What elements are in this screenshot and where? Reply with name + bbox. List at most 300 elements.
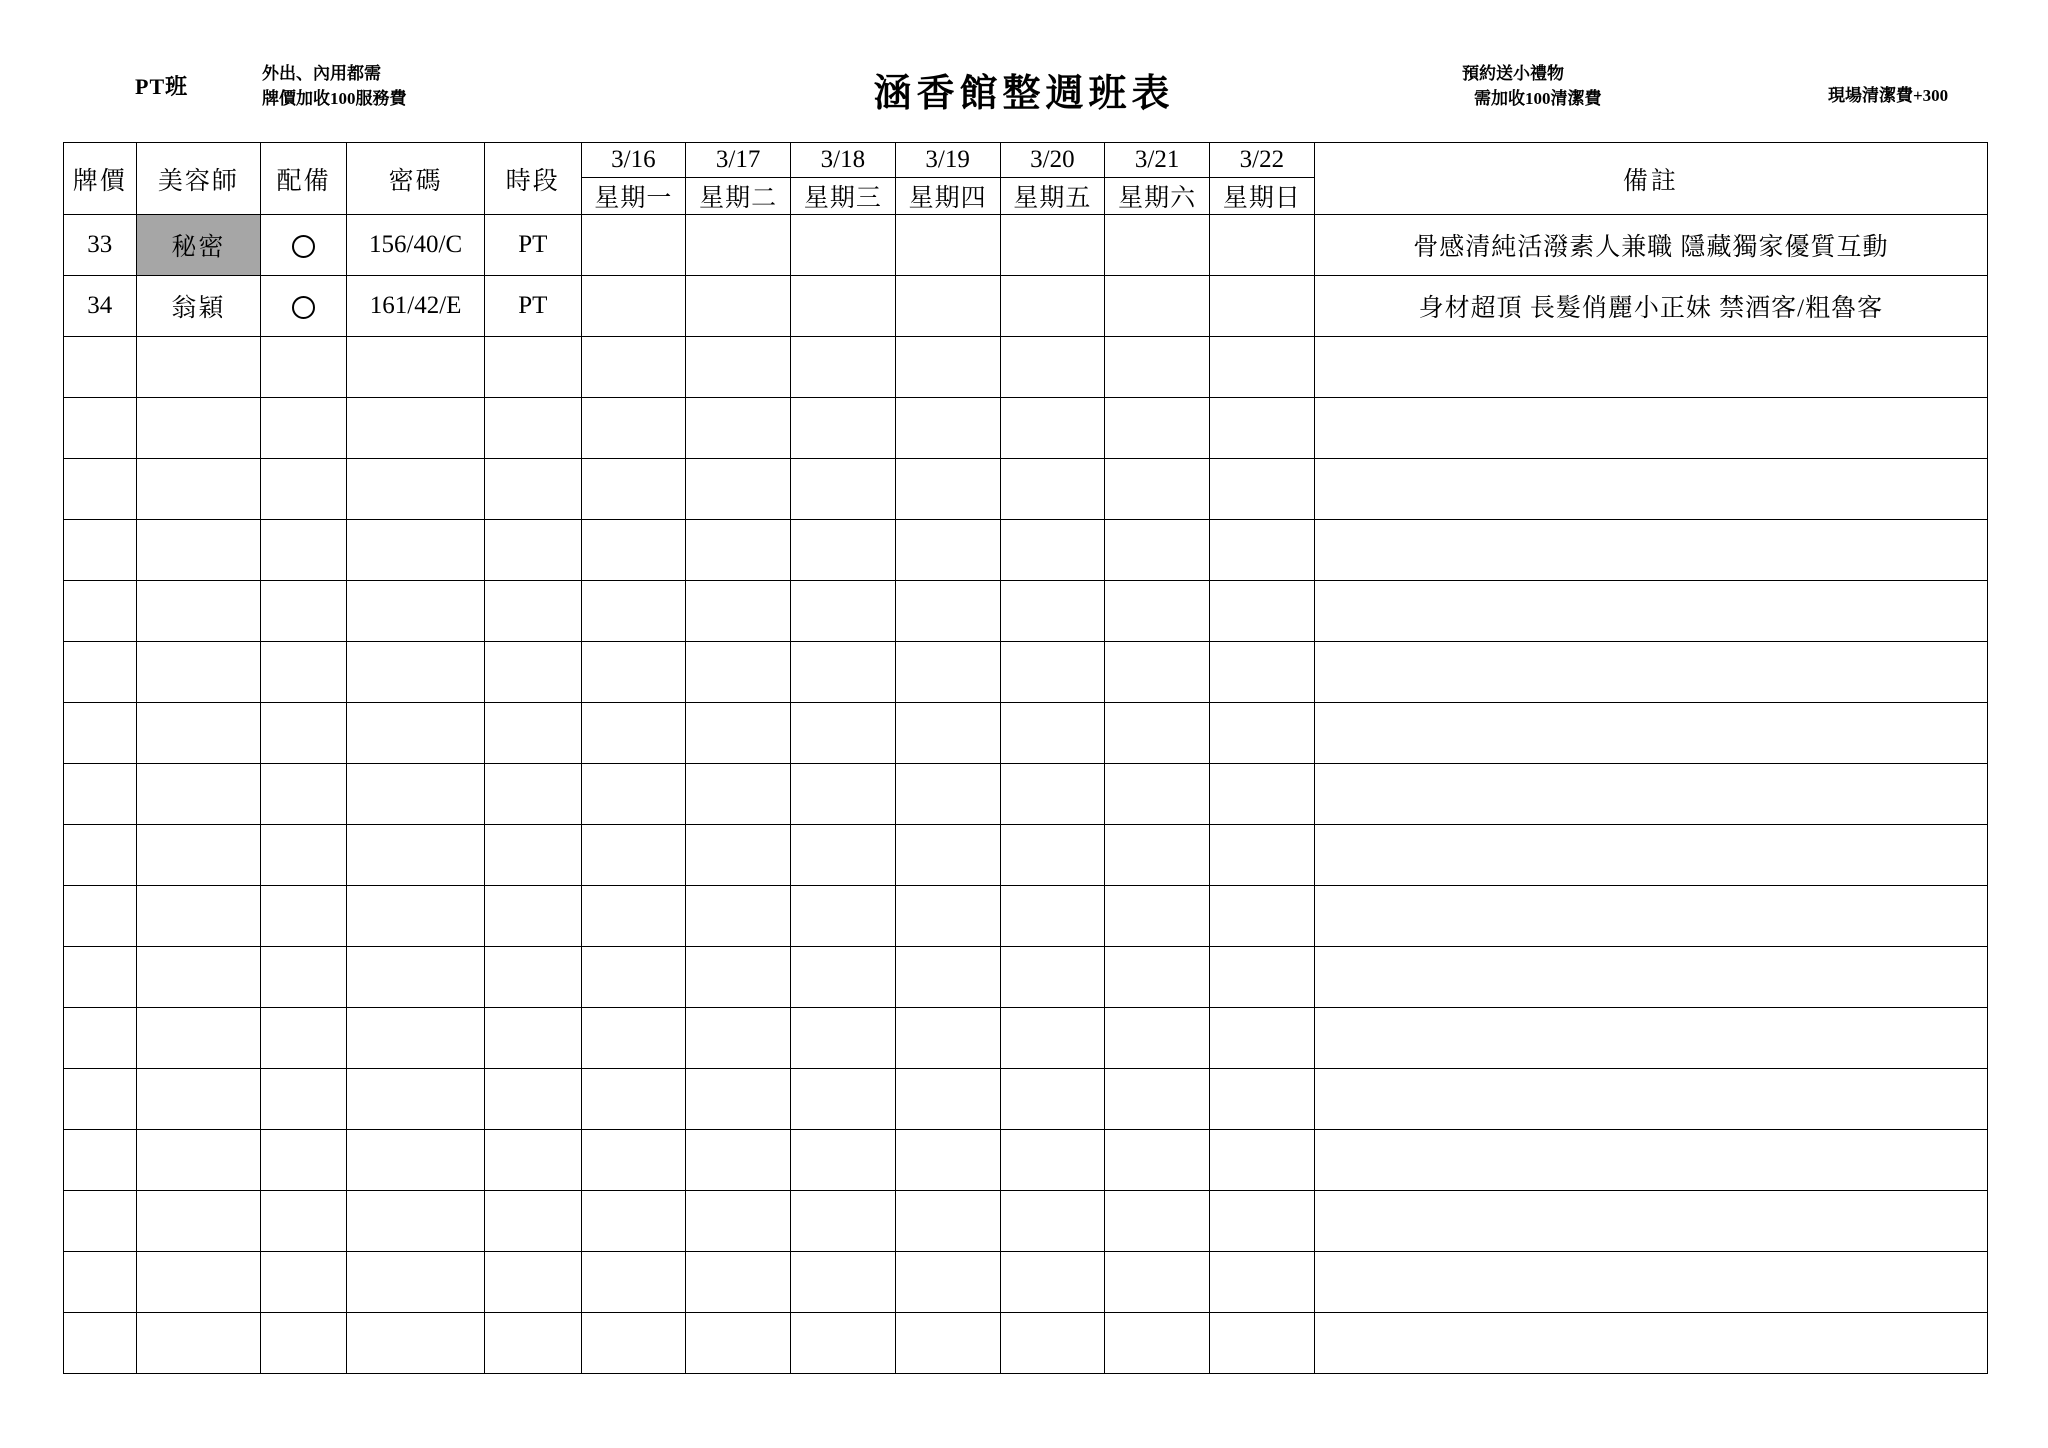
cell-artist[interactable]	[136, 1313, 260, 1374]
cell-price[interactable]	[64, 581, 137, 642]
cell-artist[interactable]	[136, 337, 260, 398]
cell-note[interactable]	[1314, 459, 1987, 520]
cell-price[interactable]	[64, 764, 137, 825]
cell-day-4[interactable]	[1000, 886, 1105, 947]
cell-code[interactable]	[347, 642, 485, 703]
col-header-weekday-6: 星期日	[1210, 178, 1315, 215]
cell-note[interactable]	[1314, 764, 1987, 825]
cell-code[interactable]	[347, 1069, 485, 1130]
cell-day-0[interactable]	[581, 1130, 686, 1191]
cell-note[interactable]	[1314, 947, 1987, 1008]
cell-slot[interactable]	[485, 1252, 581, 1313]
table-row	[64, 459, 1988, 520]
cell-price[interactable]	[64, 1008, 137, 1069]
cell-day-6[interactable]	[1210, 1252, 1315, 1313]
cell-artist[interactable]	[136, 459, 260, 520]
cell-equipment	[261, 276, 347, 337]
table-header-row-dates	[64, 143, 1988, 178]
cell-day-3[interactable]	[895, 1252, 1000, 1313]
cell-code[interactable]	[347, 1313, 485, 1374]
col-header-date-5: 3/21	[1105, 143, 1210, 178]
cell-day-0[interactable]	[581, 825, 686, 886]
circle-icon	[292, 296, 315, 319]
cell-price[interactable]	[64, 703, 137, 764]
cell-equipment[interactable]	[261, 947, 347, 1008]
cell-artist[interactable]	[136, 1252, 260, 1313]
col-header-date-3: 3/19	[895, 143, 1000, 178]
cell-price[interactable]	[64, 1130, 137, 1191]
header-right-note-line1: 預約送小禮物	[1462, 64, 1564, 83]
cell-day-2[interactable]	[791, 642, 896, 703]
cell-day-4[interactable]	[1000, 520, 1105, 581]
cell-day-3[interactable]	[895, 642, 1000, 703]
cell-day-1[interactable]	[686, 764, 791, 825]
cell-price[interactable]	[64, 1313, 137, 1374]
cell-equipment[interactable]	[261, 1008, 347, 1069]
table-row	[64, 520, 1988, 581]
cell-day-1[interactable]	[686, 520, 791, 581]
cell-day-3[interactable]	[895, 1313, 1000, 1374]
cell-code[interactable]	[347, 764, 485, 825]
col-header-weekday-0: 星期一	[581, 178, 686, 215]
cell-equipment[interactable]	[261, 1069, 347, 1130]
cell-slot[interactable]	[485, 825, 581, 886]
cell-slot[interactable]	[485, 642, 581, 703]
cell-day-3[interactable]	[895, 398, 1000, 459]
col-header-date-6: 3/22	[1210, 143, 1315, 178]
cell-day-5[interactable]	[1105, 764, 1210, 825]
cell-day-3[interactable]	[895, 886, 1000, 947]
table-row	[64, 947, 1988, 1008]
cell-day-4[interactable]	[1000, 581, 1105, 642]
cell-slot: PT	[485, 276, 581, 337]
document-header	[0, 0, 2048, 115]
header-right-note-line2: 需加收100清潔費	[1474, 88, 1602, 108]
cell-day-4[interactable]	[1000, 1130, 1105, 1191]
cell-day-2[interactable]	[791, 337, 896, 398]
table-row	[64, 1130, 1988, 1191]
cell-note[interactable]	[1314, 1130, 1987, 1191]
cell-day-3[interactable]	[895, 1008, 1000, 1069]
cell-note[interactable]	[1314, 1069, 1987, 1130]
cell-day-1[interactable]	[686, 1008, 791, 1069]
cell-day-2[interactable]	[791, 1069, 896, 1130]
cell-day-4[interactable]	[1000, 1313, 1105, 1374]
cell-day-3[interactable]	[895, 825, 1000, 886]
cell-day-2[interactable]	[791, 215, 896, 276]
col-header-equipment: 配備	[261, 143, 347, 215]
cell-day-2[interactable]	[791, 764, 896, 825]
circle-icon	[292, 235, 315, 258]
header-shift-tag: PT班	[135, 74, 189, 99]
cell-day-1[interactable]	[686, 1130, 791, 1191]
cell-code[interactable]	[347, 398, 485, 459]
cell-price[interactable]	[64, 947, 137, 1008]
cell-slot[interactable]	[485, 1130, 581, 1191]
cell-day-6[interactable]	[1210, 1130, 1315, 1191]
cell-day-6[interactable]	[1210, 215, 1315, 276]
cell-equipment[interactable]	[261, 703, 347, 764]
cell-note: 骨感清純活潑素人兼職 隱藏獨家優質互動	[1314, 215, 1987, 276]
cell-code[interactable]	[347, 337, 485, 398]
cell-equipment[interactable]	[261, 398, 347, 459]
cell-day-2[interactable]	[791, 398, 896, 459]
table-row	[64, 886, 1988, 947]
cell-day-1[interactable]	[686, 581, 791, 642]
col-header-date-4: 3/20	[1000, 143, 1105, 178]
cell-price[interactable]	[64, 337, 137, 398]
cell-day-0[interactable]	[581, 276, 686, 337]
cell-day-1[interactable]	[686, 276, 791, 337]
cell-day-3[interactable]	[895, 581, 1000, 642]
cell-day-0[interactable]	[581, 581, 686, 642]
cell-day-5[interactable]	[1105, 1008, 1210, 1069]
cell-day-3[interactable]	[895, 459, 1000, 520]
col-header-date-2: 3/18	[791, 143, 896, 178]
cell-day-4[interactable]	[1000, 825, 1105, 886]
cell-day-3[interactable]	[895, 337, 1000, 398]
cell-day-0[interactable]	[581, 1252, 686, 1313]
cell-artist[interactable]	[136, 642, 260, 703]
cell-day-6[interactable]	[1210, 337, 1315, 398]
cell-artist[interactable]	[136, 581, 260, 642]
cell-artist[interactable]	[136, 1191, 260, 1252]
cell-day-5[interactable]	[1105, 642, 1210, 703]
cell-equipment	[261, 215, 347, 276]
cell-day-0[interactable]	[581, 459, 686, 520]
cell-artist[interactable]	[136, 886, 260, 947]
cell-code[interactable]	[347, 703, 485, 764]
cell-price[interactable]	[64, 886, 137, 947]
cell-day-1[interactable]	[686, 825, 791, 886]
cell-day-5[interactable]	[1105, 276, 1210, 337]
cell-price[interactable]	[64, 459, 137, 520]
cell-day-2[interactable]	[791, 703, 896, 764]
cell-day-5[interactable]	[1105, 215, 1210, 276]
cell-day-1[interactable]	[686, 398, 791, 459]
cell-slot[interactable]	[485, 520, 581, 581]
cell-day-6[interactable]	[1210, 947, 1315, 1008]
cell-day-2[interactable]	[791, 1130, 896, 1191]
cell-note[interactable]	[1314, 1313, 1987, 1374]
cell-equipment[interactable]	[261, 459, 347, 520]
cell-equipment[interactable]	[261, 825, 347, 886]
cell-day-5[interactable]	[1105, 825, 1210, 886]
schedule-table-wrapper	[63, 142, 1988, 1374]
cell-artist[interactable]	[136, 1130, 260, 1191]
cell-day-3[interactable]	[895, 215, 1000, 276]
cell-day-5[interactable]	[1105, 886, 1210, 947]
table-row	[64, 337, 1988, 398]
cell-day-4[interactable]	[1000, 703, 1105, 764]
table-row	[64, 764, 1988, 825]
cell-code: 156/40/C	[347, 215, 485, 276]
cell-day-1[interactable]	[686, 703, 791, 764]
cell-day-5[interactable]	[1105, 1191, 1210, 1252]
col-header-slot: 時段	[485, 143, 581, 215]
cell-day-4[interactable]	[1000, 1008, 1105, 1069]
cell-day-2[interactable]	[791, 886, 896, 947]
cell-day-5[interactable]	[1105, 581, 1210, 642]
table-row	[64, 1313, 1988, 1374]
cell-price[interactable]	[64, 398, 137, 459]
cell-note[interactable]	[1314, 825, 1987, 886]
cell-day-6[interactable]	[1210, 703, 1315, 764]
cell-day-0[interactable]	[581, 1008, 686, 1069]
cell-day-6[interactable]	[1210, 886, 1315, 947]
cell-day-3[interactable]	[895, 276, 1000, 337]
cell-day-1[interactable]	[686, 1191, 791, 1252]
table-row	[64, 1008, 1988, 1069]
cell-day-2[interactable]	[791, 520, 896, 581]
cell-code[interactable]	[347, 581, 485, 642]
table-row	[64, 215, 1988, 276]
cell-day-0[interactable]	[581, 520, 686, 581]
cell-day-4[interactable]	[1000, 398, 1105, 459]
cell-slot: PT	[485, 215, 581, 276]
cell-day-4[interactable]	[1000, 1069, 1105, 1130]
cell-day-0[interactable]	[581, 764, 686, 825]
cell-day-1[interactable]	[686, 886, 791, 947]
cell-code[interactable]	[347, 1191, 485, 1252]
cell-note[interactable]	[1314, 1252, 1987, 1313]
cell-price[interactable]	[64, 520, 137, 581]
cell-note[interactable]	[1314, 886, 1987, 947]
cell-day-5[interactable]	[1105, 337, 1210, 398]
cell-code[interactable]	[347, 459, 485, 520]
cell-equipment[interactable]	[261, 1252, 347, 1313]
cell-equipment[interactable]	[261, 581, 347, 642]
cell-code[interactable]	[347, 1130, 485, 1191]
cell-code[interactable]	[347, 1252, 485, 1313]
cell-day-2[interactable]	[791, 1191, 896, 1252]
cell-slot[interactable]	[485, 459, 581, 520]
cell-equipment[interactable]	[261, 1130, 347, 1191]
cell-day-6[interactable]	[1210, 764, 1315, 825]
cell-day-6[interactable]	[1210, 642, 1315, 703]
cell-note[interactable]	[1314, 581, 1987, 642]
cell-day-1[interactable]	[686, 337, 791, 398]
cell-price[interactable]	[64, 1191, 137, 1252]
cell-day-1[interactable]	[686, 215, 791, 276]
cell-day-5[interactable]	[1105, 1313, 1210, 1374]
cell-artist[interactable]	[136, 703, 260, 764]
cell-artist[interactable]	[136, 764, 260, 825]
cell-artist[interactable]	[136, 825, 260, 886]
cell-day-4[interactable]	[1000, 459, 1105, 520]
cell-slot[interactable]	[485, 337, 581, 398]
cell-day-4[interactable]	[1000, 276, 1105, 337]
cell-note[interactable]	[1314, 337, 1987, 398]
cell-day-6[interactable]	[1210, 520, 1315, 581]
cell-day-3[interactable]	[895, 764, 1000, 825]
cell-note[interactable]	[1314, 703, 1987, 764]
cell-slot[interactable]	[485, 764, 581, 825]
cell-price[interactable]	[64, 1252, 137, 1313]
cell-slot[interactable]	[485, 581, 581, 642]
cell-day-2[interactable]	[791, 1008, 896, 1069]
cell-day-0[interactable]	[581, 703, 686, 764]
header-right-note	[1462, 62, 1602, 111]
cell-equipment[interactable]	[261, 1313, 347, 1374]
cell-day-4[interactable]	[1000, 947, 1105, 1008]
table-row	[64, 1069, 1988, 1130]
cell-note[interactable]	[1314, 398, 1987, 459]
cell-day-1[interactable]	[686, 642, 791, 703]
cell-day-0[interactable]	[581, 337, 686, 398]
cell-price[interactable]	[64, 1069, 137, 1130]
cell-equipment[interactable]	[261, 337, 347, 398]
cell-day-5[interactable]	[1105, 459, 1210, 520]
cell-day-6[interactable]	[1210, 1191, 1315, 1252]
cell-day-6[interactable]	[1210, 1313, 1315, 1374]
cell-note[interactable]	[1314, 520, 1987, 581]
cell-day-0[interactable]	[581, 1069, 686, 1130]
cell-day-6[interactable]	[1210, 276, 1315, 337]
table-body	[64, 215, 1988, 1374]
cell-day-4[interactable]	[1000, 1252, 1105, 1313]
cell-note[interactable]	[1314, 642, 1987, 703]
cell-equipment[interactable]	[261, 520, 347, 581]
cell-day-0[interactable]	[581, 886, 686, 947]
col-header-weekday-2: 星期三	[791, 178, 896, 215]
cell-price: 33	[64, 215, 137, 276]
cell-note[interactable]	[1314, 1191, 1987, 1252]
cell-day-2[interactable]	[791, 459, 896, 520]
cell-day-6[interactable]	[1210, 1069, 1315, 1130]
col-header-weekday-3: 星期四	[895, 178, 1000, 215]
cell-day-5[interactable]	[1105, 947, 1210, 1008]
cell-equipment[interactable]	[261, 642, 347, 703]
cell-day-6[interactable]	[1210, 459, 1315, 520]
cell-day-6[interactable]	[1210, 581, 1315, 642]
col-header-artist: 美容師	[136, 143, 260, 215]
cell-code: 161/42/E	[347, 276, 485, 337]
cell-equipment[interactable]	[261, 1191, 347, 1252]
cell-artist[interactable]	[136, 1069, 260, 1130]
cell-day-1[interactable]	[686, 1069, 791, 1130]
cell-day-3[interactable]	[895, 703, 1000, 764]
cell-day-2[interactable]	[791, 1252, 896, 1313]
cell-code[interactable]	[347, 1008, 485, 1069]
table-row	[64, 398, 1988, 459]
cell-day-1[interactable]	[686, 1313, 791, 1374]
col-header-date-0: 3/16	[581, 143, 686, 178]
cell-day-0[interactable]	[581, 642, 686, 703]
table-row	[64, 581, 1988, 642]
cell-day-1[interactable]	[686, 1252, 791, 1313]
cell-day-5[interactable]	[1105, 1069, 1210, 1130]
cell-note: 身材超頂 長髮俏麗小正妹 禁酒客/粗魯客	[1314, 276, 1987, 337]
cell-slot[interactable]	[485, 1313, 581, 1374]
cell-slot[interactable]	[485, 703, 581, 764]
cell-day-0[interactable]	[581, 1191, 686, 1252]
col-header-weekday-4: 星期五	[1000, 178, 1105, 215]
cell-price[interactable]	[64, 825, 137, 886]
cell-day-2[interactable]	[791, 947, 896, 1008]
cell-code[interactable]	[347, 886, 485, 947]
cell-day-4[interactable]	[1000, 764, 1105, 825]
header-left-note-line2: 牌價加收100服務費	[262, 88, 407, 108]
cell-slot[interactable]	[485, 1191, 581, 1252]
cell-equipment[interactable]	[261, 886, 347, 947]
cell-artist[interactable]	[136, 520, 260, 581]
cell-artist[interactable]	[136, 947, 260, 1008]
table-row	[64, 1252, 1988, 1313]
cell-day-0[interactable]	[581, 1313, 686, 1374]
cell-day-6[interactable]	[1210, 1008, 1315, 1069]
cell-slot[interactable]	[485, 1069, 581, 1130]
table-row	[64, 642, 1988, 703]
cell-day-5[interactable]	[1105, 703, 1210, 764]
cell-slot[interactable]	[485, 398, 581, 459]
cell-slot[interactable]	[485, 1008, 581, 1069]
cell-day-3[interactable]	[895, 1069, 1000, 1130]
cell-day-4[interactable]	[1000, 1191, 1105, 1252]
cell-code[interactable]	[347, 825, 485, 886]
cell-day-4[interactable]	[1000, 215, 1105, 276]
cell-day-3[interactable]	[895, 1130, 1000, 1191]
cell-day-3[interactable]	[895, 520, 1000, 581]
cell-day-5[interactable]	[1105, 520, 1210, 581]
cell-price: 34	[64, 276, 137, 337]
cell-day-2[interactable]	[791, 276, 896, 337]
table-row	[64, 1191, 1988, 1252]
cell-slot[interactable]	[485, 947, 581, 1008]
cell-day-2[interactable]	[791, 1313, 896, 1374]
cell-day-3[interactable]	[895, 1191, 1000, 1252]
cell-day-6[interactable]	[1210, 825, 1315, 886]
cell-day-5[interactable]	[1105, 1130, 1210, 1191]
cell-day-2[interactable]	[791, 581, 896, 642]
col-header-weekday-1: 星期二	[686, 178, 791, 215]
header-cleaning-fee-note: 現場清潔費+300	[1828, 86, 1949, 105]
cell-day-5[interactable]	[1105, 1252, 1210, 1313]
cell-day-4[interactable]	[1000, 337, 1105, 398]
cell-day-1[interactable]	[686, 459, 791, 520]
col-header-price: 牌價	[64, 143, 137, 215]
table-row	[64, 276, 1988, 337]
cell-artist: 翁穎	[136, 276, 260, 337]
cell-day-0[interactable]	[581, 398, 686, 459]
cell-day-6[interactable]	[1210, 398, 1315, 459]
page-title: 涵香館整週班表	[873, 73, 1175, 115]
table-head	[64, 143, 1988, 215]
cell-day-2[interactable]	[791, 825, 896, 886]
cell-day-0[interactable]	[581, 947, 686, 1008]
cell-day-3[interactable]	[895, 947, 1000, 1008]
cell-equipment[interactable]	[261, 764, 347, 825]
cell-artist[interactable]	[136, 398, 260, 459]
cell-day-5[interactable]	[1105, 398, 1210, 459]
cell-code[interactable]	[347, 520, 485, 581]
cell-price[interactable]	[64, 642, 137, 703]
col-header-weekday-5: 星期六	[1105, 178, 1210, 215]
cell-slot[interactable]	[485, 886, 581, 947]
schedule-table	[63, 142, 1988, 1374]
cell-artist: 秘密	[136, 215, 260, 276]
col-header-date-1: 3/17	[686, 143, 791, 178]
cell-note[interactable]	[1314, 1008, 1987, 1069]
cell-code[interactable]	[347, 947, 485, 1008]
cell-day-0[interactable]	[581, 215, 686, 276]
cell-day-1[interactable]	[686, 947, 791, 1008]
cell-artist[interactable]	[136, 1008, 260, 1069]
cell-day-4[interactable]	[1000, 642, 1105, 703]
table-row	[64, 825, 1988, 886]
header-left-note-line1: 外出、內用都需	[262, 64, 381, 83]
col-header-note: 備註	[1314, 143, 1987, 215]
